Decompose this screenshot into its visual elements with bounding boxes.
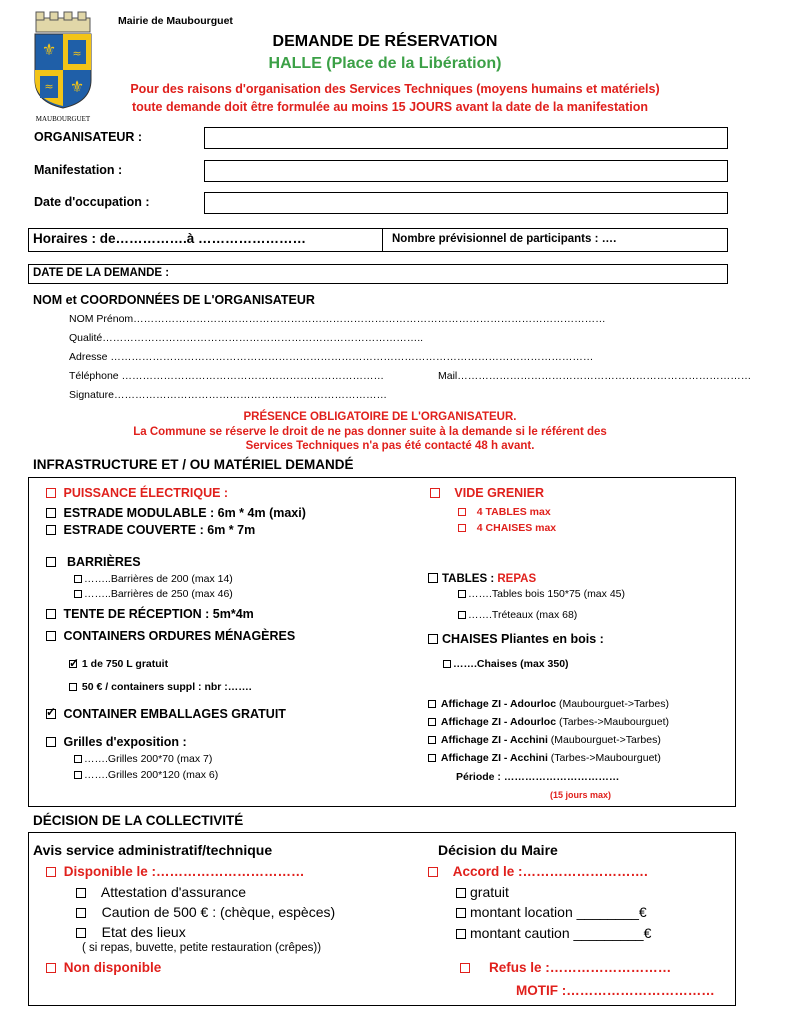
attestation-option[interactable]: Attestation d'assurance	[76, 884, 246, 900]
page-subtitle: HALLE (Place de la Libération)	[268, 55, 502, 72]
checkbox-icon[interactable]	[458, 590, 466, 598]
logo-caption: MAUBOURGUET	[35, 115, 91, 123]
svg-text:≈: ≈	[44, 80, 54, 93]
motif-field[interactable]: MOTIF :……………………………	[516, 983, 715, 998]
non-disponible-option[interactable]: Non disponible	[46, 960, 161, 975]
checkbox-icon[interactable]	[76, 928, 86, 938]
affichage-option-3[interactable]: Affichage ZI - Acchini (Maubourguet->Tarbes)	[428, 734, 661, 746]
checkbox-icon[interactable]	[69, 683, 77, 691]
checkbox-icon[interactable]	[46, 963, 56, 973]
checkbox-icon[interactable]	[46, 525, 56, 535]
checkbox-icon[interactable]	[458, 508, 466, 516]
quinze-jours-note: (15 jours max)	[550, 790, 612, 800]
checkbox-icon[interactable]	[46, 867, 56, 877]
organisateur-label: ORGANISATEUR :	[34, 130, 143, 144]
organisateur-input[interactable]	[204, 127, 728, 149]
affichage-option-2[interactable]: Affichage ZI - Adourloc (Tarbes->Maubourguet)	[428, 716, 669, 728]
date-demande-label: DATE DE LA DEMANDE :	[33, 267, 170, 279]
horaires-field[interactable]: Horaires : de…………….à ……………………	[33, 231, 307, 246]
chaises-nbr-option[interactable]: …….Chaises (max 350)	[443, 658, 569, 670]
checkbox-icon[interactable]	[428, 718, 436, 726]
checkbox-icon[interactable]	[428, 736, 436, 744]
checkbox-icon[interactable]	[428, 573, 438, 583]
horaires-divider	[382, 228, 383, 252]
puissance-option[interactable]: PUISSANCE ÉLECTRIQUE :	[46, 486, 228, 500]
presence-line-1: PRÉSENCE OBLIGATOIRE DE L'ORGANISATEUR.	[243, 411, 517, 423]
etat-lieux-note: ( si repas, buvette, petite restauration (crêpes))	[82, 942, 322, 954]
tables-bois-option[interactable]: …….Tables bois 150*75 (max 45)	[458, 588, 625, 600]
svg-text:⚜: ⚜	[41, 40, 57, 59]
gratuit-option[interactable]: gratuit	[456, 884, 509, 900]
estrade-modulable-option[interactable]: ESTRADE MODULABLE : 6m * 4m (maxi)	[46, 506, 306, 520]
maire-heading: Décision du Maire	[438, 842, 558, 858]
grilles-70-option[interactable]: …….Grilles 200*70 (max 7)	[74, 753, 212, 765]
checkbox-icon[interactable]	[74, 771, 82, 779]
checkbox-icon[interactable]	[46, 557, 56, 567]
checkbox-icon[interactable]	[456, 908, 466, 918]
barrieres-200-option[interactable]: ……..Barrières de 200 (max 14)	[74, 573, 233, 585]
mairie-name: Mairie de Maubourguet	[118, 15, 233, 27]
participants-field[interactable]: Nombre prévisionnel de participants : ….	[392, 233, 617, 245]
checkbox-icon[interactable]	[458, 611, 466, 619]
checkbox-icon[interactable]	[430, 488, 440, 498]
treteaux-option[interactable]: …….Tréteaux (max 68)	[458, 609, 577, 621]
checkbox-icon[interactable]	[46, 631, 56, 641]
nom-prenom-line[interactable]: NOM Prénom………………………………………………………………………………………………………………………	[69, 313, 606, 325]
checkbox-icon[interactable]	[76, 888, 86, 898]
checked-checkbox-icon[interactable]	[69, 660, 77, 668]
tente-option[interactable]: TENTE DE RÉCEPTION : 5m*4m	[46, 607, 254, 621]
presence-line-3: Services Techniques n'a pas été contacté 48 h avant.	[245, 440, 535, 452]
qualite-line[interactable]: Qualité………………………………………………………………………………..	[69, 332, 424, 344]
grilles-120-option[interactable]: …….Grilles 200*120 (max 6)	[74, 769, 218, 781]
container-750-option[interactable]: ✓ 1 de 750 L gratuit	[69, 658, 168, 670]
decision-heading: DÉCISION DE LA COLLECTIVITÉ	[33, 813, 244, 828]
svg-text:≈: ≈	[72, 47, 82, 60]
presence-line-2: La Commune se réserve le droit de ne pas donner suite à la demande si le référent des	[133, 426, 607, 438]
checkbox-icon[interactable]	[46, 737, 56, 747]
periode-field[interactable]: Période : ……………………………	[456, 771, 620, 783]
montant-location-option[interactable]: montant location ________€	[456, 904, 647, 920]
vide-grenier-option[interactable]: VIDE GRENIER	[430, 486, 544, 500]
barrieres-250-option[interactable]: ……..Barrières de 250 (max 46)	[74, 588, 233, 600]
container-emballages-option[interactable]: ✓ CONTAINER EMBALLAGES GRATUIT	[46, 707, 286, 721]
estrade-couverte-option[interactable]: ESTRADE COUVERTE : 6m * 7m	[46, 523, 255, 537]
refus-option[interactable]: Refus le :………………………	[460, 960, 671, 975]
checkbox-icon[interactable]	[46, 609, 56, 619]
checkbox-icon[interactable]	[74, 575, 82, 583]
barrieres-option[interactable]: BARRIÈRES	[46, 555, 141, 569]
tables-option[interactable]: TABLES : REPAS	[428, 573, 536, 585]
checked-checkbox-icon[interactable]	[46, 709, 56, 719]
affichage-option-1[interactable]: Affichage ZI - Adourloc (Maubourguet->Tarbes)	[428, 698, 669, 710]
avis-heading: Avis service administratif/technique	[33, 842, 273, 858]
coordonnees-heading: NOM et COORDONNÉES DE L'ORGANISATEUR	[33, 293, 315, 307]
disponible-option[interactable]: Disponible le :……………………………	[46, 864, 305, 879]
checkbox-icon[interactable]	[443, 660, 451, 668]
vg-tables-option[interactable]: 4 TABLES max	[458, 506, 551, 518]
caution-option[interactable]: Caution de 500 € : (chèque, espèces)	[76, 904, 335, 920]
checkbox-icon[interactable]	[428, 634, 438, 644]
notice-line-2: toute demande doit être formulée au moins 15 JOURS avant la date de la manifestation	[131, 100, 649, 114]
checkbox-icon[interactable]	[76, 908, 86, 918]
checkbox-icon[interactable]	[428, 754, 436, 762]
checkbox-icon[interactable]	[46, 488, 56, 498]
signature-line[interactable]: Signature……………………………………………………………………	[69, 389, 387, 401]
page-title: DEMANDE DE RÉSERVATION	[272, 33, 498, 50]
checkbox-icon[interactable]	[428, 867, 438, 877]
checkbox-icon[interactable]	[46, 508, 56, 518]
chaises-option[interactable]: CHAISES Pliantes en bois :	[428, 632, 604, 646]
containers-option[interactable]: CONTAINERS ORDURES MÉNAGÈRES	[46, 629, 295, 643]
grilles-option[interactable]: Grilles d'exposition :	[46, 735, 187, 749]
mail-line[interactable]: Mail…………………………………………………………………………	[438, 370, 752, 382]
date-occupation-label: Date d'occupation :	[34, 195, 150, 209]
checkbox-icon[interactable]	[456, 929, 466, 939]
checkbox-icon[interactable]	[456, 888, 466, 898]
etat-lieux-option[interactable]: Etat des lieux	[76, 924, 186, 940]
manifestation-input[interactable]	[204, 160, 728, 182]
montant-caution-option[interactable]: montant caution _________€	[456, 925, 651, 941]
telephone-line[interactable]: Téléphone …………………………………………………………………	[69, 370, 385, 382]
checkbox-icon[interactable]	[74, 590, 82, 598]
date-occupation-input[interactable]	[204, 192, 728, 214]
manifestation-label: Manifestation :	[34, 163, 123, 177]
affichage-option-4[interactable]: Affichage ZI - Acchini (Tarbes->Maubourguet)	[428, 752, 661, 764]
vg-chaises-option[interactable]: 4 CHAISES max	[458, 522, 556, 534]
checkbox-icon[interactable]	[74, 755, 82, 763]
checkbox-icon[interactable]	[428, 700, 436, 708]
adresse-line[interactable]: Adresse …………………………………………………………………………………………………………………………	[69, 351, 594, 363]
checkbox-icon[interactable]	[460, 963, 470, 973]
checkbox-icon[interactable]	[458, 524, 466, 532]
containers-suppl-option[interactable]: 50 € / containers suppl : nbr :…….	[69, 681, 252, 693]
notice-line-1: Pour des raisons d'organisation des Services Techniques (moyens humains et matériels)	[130, 82, 660, 96]
svg-text:⚜: ⚜	[69, 77, 85, 96]
infrastructure-heading: INFRASTRUCTURE ET / OU MATÉRIEL DEMANDÉ	[33, 457, 354, 472]
accord-option[interactable]: Accord le :……………………….	[428, 864, 648, 879]
